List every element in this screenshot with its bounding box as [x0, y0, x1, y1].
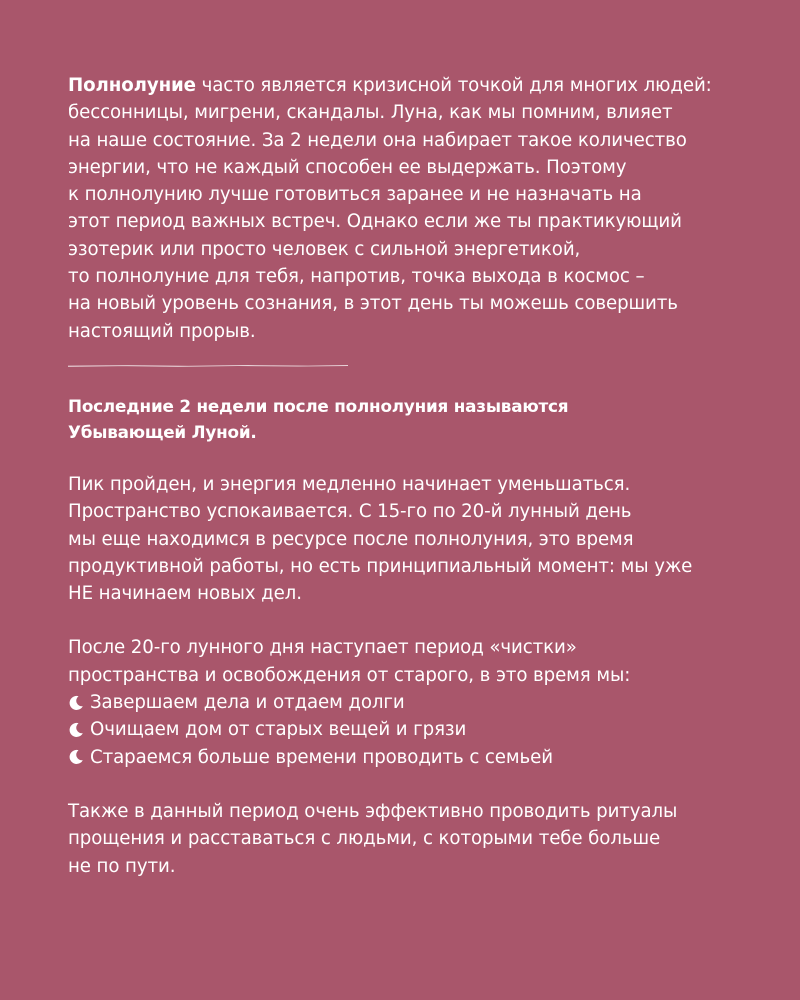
intro-paragraph [68, 72, 728, 345]
page-content [68, 72, 728, 880]
peak-line: Пик пройден, и энергия медленно начинает уменьшаться. [68, 473, 631, 495]
list-item-label: Завершаем дела и отдаем долги [90, 692, 405, 714]
peak-line: Пространство успокаивается. С 15-го по 20-й лунный день [68, 501, 632, 523]
heading-line: Убывающей Луной. [68, 421, 257, 442]
intro-line: бессонницы, мигрени, скандалы. Луна, как мы помним, влияет [68, 102, 673, 124]
crescent-moon-icon [68, 749, 84, 765]
cleaning-line: пространства и освобождения от старого, в это время мы: [68, 664, 631, 686]
moon-list [68, 689, 728, 771]
intro-line: этот период важных встреч. Однако если же ты практикующий [68, 211, 682, 233]
intro-line: энергии, что не каждый способен ее выдержать. Поэтому [68, 156, 627, 178]
heading-line: Последние 2 недели после полнолуния называются [68, 395, 569, 416]
brush-divider [68, 364, 348, 367]
peak-line: продуктивной работы, но есть принципиальный момент: мы уже [68, 555, 693, 577]
rituals-line: не по пути. [68, 855, 176, 877]
intro-line: на наше состояние. За 2 недели она набирает такое количество [68, 129, 687, 151]
intro-line: часто является кризисной точкой для многих людей: [195, 75, 712, 96]
cleaning-line: После 20-го лунного дня наступает период «чистки» [68, 637, 577, 659]
list-item [68, 744, 728, 771]
rituals-line: прощения и расставаться с людьми, с которыми тебе больше [68, 828, 661, 850]
list-item-label: Очищаем дом от старых вещей и грязи [90, 719, 467, 741]
crescent-moon-icon [68, 722, 84, 738]
intro-line: на новый уровень сознания, в этот день ты можешь совершить [68, 293, 678, 315]
crescent-moon-icon [68, 695, 84, 711]
peak-line: мы еще находимся в ресурсе после полнолуния, это время [68, 528, 634, 550]
intro-line: настоящий прорыв. [68, 320, 256, 342]
list-item [68, 689, 728, 716]
peak-line: НЕ начинаем новых дел. [68, 583, 302, 605]
intro-bold-word: Полнолуние [68, 75, 196, 96]
list-item [68, 716, 728, 743]
intro-line: то полнолуние для тебя, напротив, точка выхода в космос – [68, 266, 645, 288]
section-heading [68, 393, 728, 445]
intro-line: эзотерик или просто человек с сильной энергетикой, [68, 238, 581, 260]
list-item-label: Стараемся больше времени проводить с семьей [90, 746, 553, 768]
peak-paragraph [68, 471, 728, 607]
rituals-line: Также в данный период очень эффективно проводить ритуалы [68, 800, 678, 822]
cleaning-paragraph [68, 634, 728, 689]
intro-line: к полнолунию лучше готовиться заранее и не назначать на [68, 184, 642, 206]
rituals-paragraph [68, 798, 728, 880]
